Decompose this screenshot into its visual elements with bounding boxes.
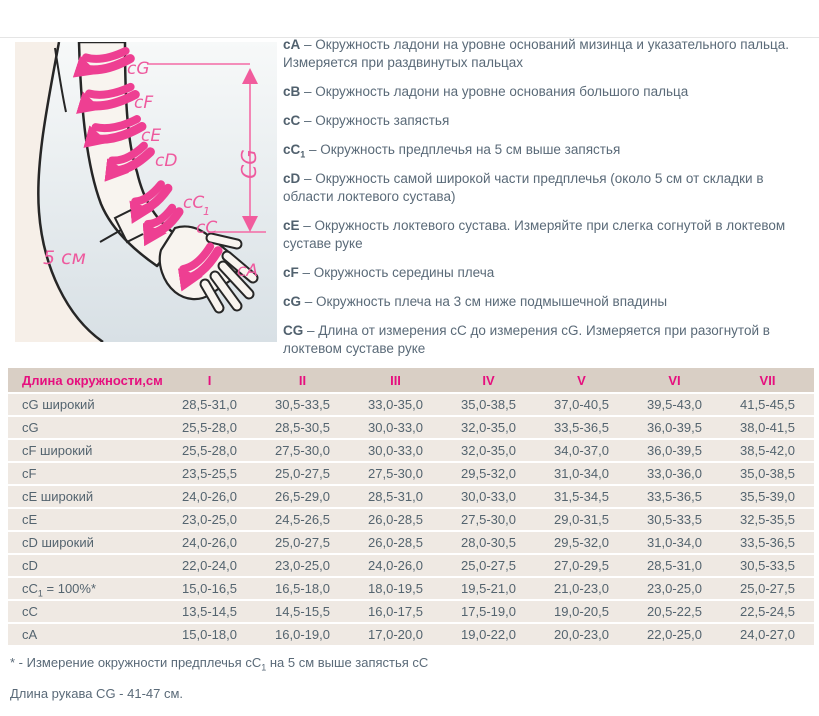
term-cg: cG [283, 294, 302, 309]
table-row: cD широкий 24,0-26,0 25,0-27,5 26,0-28,5 28,0-30,5 29,5-32,0 31,0-34,0 33,5-36,5 [8, 532, 814, 553]
label-cc1-sub: 1 [203, 205, 210, 218]
label-cc: cC [196, 218, 218, 238]
description-cf [283, 264, 817, 282]
description-ca [283, 36, 817, 72]
description-cc [283, 112, 817, 130]
description-cb [283, 83, 817, 101]
label-cf: cF [134, 93, 154, 113]
table-row: cG 25,5-28,0 28,5-30,5 30,0-33,0 32,0-35,0 33,5-36,5 36,0-39,5 38,0-41,5 [8, 417, 814, 438]
term-cb: cB [283, 84, 301, 99]
description-cg [283, 293, 817, 311]
table-header-row [8, 368, 814, 392]
term-cc: cC [283, 113, 301, 128]
header-size-5: V [535, 368, 628, 392]
arm-measurement-diagram [15, 42, 277, 342]
label-cd: cD [155, 151, 178, 171]
label-cg: cG [127, 59, 150, 79]
term-cg-length: CG [283, 323, 304, 338]
table-row: cE широкий 24,0-26,0 26,5-29,0 28,5-31,0 30,0-33,0 31,5-34,5 33,5-36,5 35,5-39,0 [8, 486, 814, 507]
table-row: cF 23,5-25,5 25,0-27,5 27,5-30,0 29,5-32,0 31,0-34,0 33,0-36,0 35,0-38,5 [8, 463, 814, 484]
label-five-cm: 5 см [43, 247, 86, 269]
label-ca: cA [237, 261, 258, 281]
text-cd: – Окружность самой широкой части предплечья (около 5 см от складки в области локтевого сустава) [283, 171, 764, 204]
text-cc: – Окружность запястья [304, 113, 450, 128]
header-size-3: III [349, 368, 442, 392]
term-cc1: cC [283, 142, 301, 157]
table-row: cG широкий 28,5-31,0 30,5-33,5 33,0-35,0 35,0-38,5 37,0-40,5 39,5-43,0 41,5-45,5 [8, 394, 814, 415]
text-ca: – Окружность ладони на уровне оснований мизинца и указательного пальца. Измеряется при раздвинутых пальцах [283, 37, 790, 70]
term-cf: cF [283, 265, 299, 280]
footnote-sleeve-length: Длина рукава CG - 41-47 см. [10, 686, 184, 701]
description-cg-length [283, 322, 817, 358]
header-size-4: IV [442, 368, 535, 392]
text-cc1: – Окружность предплечья на 5 см выше запястья [309, 142, 621, 157]
header-size-7: VII [721, 368, 814, 392]
header-size-2: II [256, 368, 349, 392]
header-size-6: VI [628, 368, 721, 392]
term-cd: cD [283, 171, 301, 186]
header-circumference: Длина окружности,см [8, 368, 163, 392]
text-cg: – Окружность плеча на 3 см ниже подмышечной впадины [304, 294, 668, 309]
footnotes [10, 655, 428, 702]
description-cc1: $cC_1$ – Окружность предплечья на 5 см выше запястья [283, 142, 621, 160]
table-row: cC 13,5-14,5 14,5-15,5 16,0-17,5 17,5-19,0 19,0-20,5 20,5-22,5 22,5-24,5 [8, 601, 814, 622]
table-row: $cC_1 = 100\%*$ 15,0-16,5 16,5-18,0 18,0-19,5 19,5-21,0 21,0-23,0 23,0-25,0 25,0-27,5 [8, 578, 814, 599]
footnote-cc1: * - Измерение окружности предплечья $cC_1$ на 5 см выше запястья cC [10, 655, 429, 673]
table-row: cD 22,0-24,0 23,0-25,0 24,0-26,0 25,0-27,5 27,0-29,5 28,5-31,0 30,5-33,5 [8, 555, 814, 576]
table-row: cF широкий 25,5-28,0 27,5-30,0 30,0-33,0 32,0-35,0 34,0-37,0 36,0-39,5 38,5-42,0 [8, 440, 814, 461]
text-ce: – Окружность локтевого сустава. Измеряйте при слегка согнутой в локтевом суставе руке [283, 218, 786, 251]
table-row: cA 15,0-18,0 16,0-19,0 17,0-20,0 19,0-22,0 20,0-23,0 22,0-25,0 24,0-27,0 [8, 624, 814, 645]
table-row: cE 23,0-25,0 24,5-26,5 26,0-28,5 27,5-30,0 29,0-31,5 30,5-33,5 32,5-35,5 [8, 509, 814, 530]
label-ce: cE [141, 126, 162, 146]
text-cb: – Окружность ладони на уровне основания большого пальца [304, 84, 689, 99]
text-cf: – Окружность середины плеча [302, 265, 495, 280]
label-cg-length: CG [237, 149, 261, 179]
text-cg-length: – Длина от измерения cC до измерения cG. Измеряется при разогнутой в локтевом суставе руке [283, 323, 770, 356]
term-ce: cE [283, 218, 300, 233]
measurement-descriptions [283, 36, 817, 369]
arm-illustration [15, 42, 277, 342]
description-ce [283, 217, 817, 253]
size-table [8, 366, 814, 647]
label-cc1: cC [183, 193, 205, 213]
term-ca: cA [283, 37, 301, 52]
description-cd [283, 170, 817, 206]
header-size-1: I [163, 368, 256, 392]
